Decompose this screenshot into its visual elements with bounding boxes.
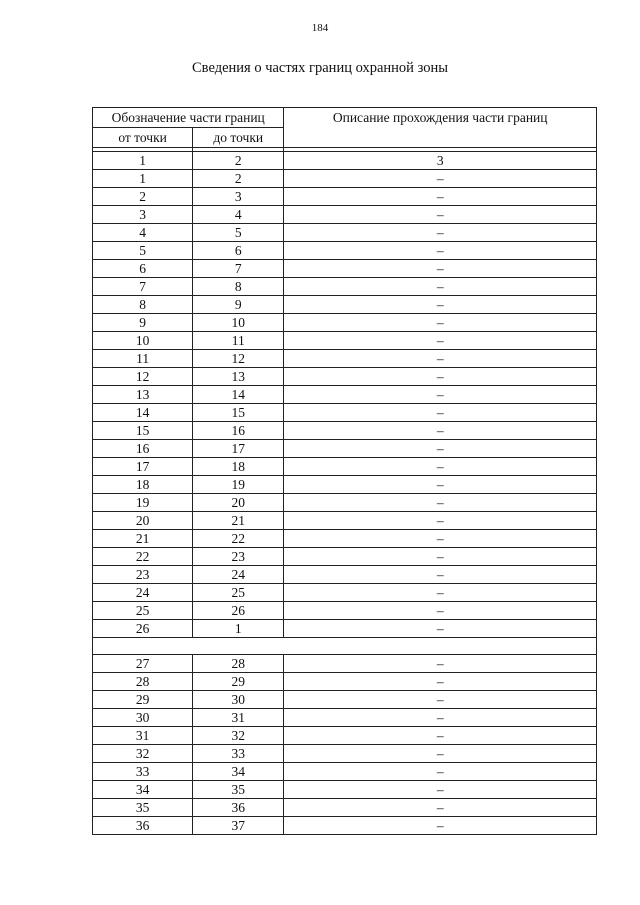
description-cell: – [284,206,597,224]
from-point-cell: 32 [93,745,193,763]
from-point-cell: 34 [93,781,193,799]
header-group-cell: Обозначение части границ [93,108,284,128]
section-spacer-row [93,638,597,655]
from-point-cell: 24 [93,584,193,602]
to-point-cell: 36 [193,799,284,817]
to-point-cell: 34 [193,763,284,781]
to-point-cell: 16 [193,422,284,440]
from-point-cell: 22 [93,548,193,566]
description-cell: – [284,566,597,584]
description-cell: – [284,602,597,620]
table-row [93,170,597,188]
from-point-cell: 3 [93,206,193,224]
table-row [93,314,597,332]
description-cell: – [284,332,597,350]
table-row [93,673,597,691]
from-point-cell: 21 [93,530,193,548]
description-cell: – [284,548,597,566]
description-cell: – [284,512,597,530]
description-cell: – [284,260,597,278]
from-point-cell: 1 [93,170,193,188]
from-point-cell: 18 [93,476,193,494]
table-row [93,476,597,494]
table-row [93,763,597,781]
from-point-cell: 25 [93,602,193,620]
from-point-cell: 28 [93,673,193,691]
to-point-cell: 28 [193,655,284,673]
description-cell: – [284,224,597,242]
from-point-cell: 2 [93,188,193,206]
description-cell: – [284,655,597,673]
from-point-cell: 8 [93,296,193,314]
from-point-cell: 20 [93,512,193,530]
description-cell: – [284,745,597,763]
table-row [93,458,597,476]
header-to-cell: до точки [193,128,284,148]
description-cell: – [284,170,597,188]
description-cell: – [284,386,597,404]
to-point-cell: 5 [193,224,284,242]
to-point-cell: 33 [193,745,284,763]
table-row [93,566,597,584]
from-point-cell: 30 [93,709,193,727]
to-point-cell: 35 [193,781,284,799]
table-row [93,368,597,386]
table-row [93,691,597,709]
table-header-row [93,108,597,128]
to-point-cell: 17 [193,440,284,458]
description-cell: – [284,584,597,602]
to-point-cell: 37 [193,817,284,835]
description-cell: – [284,709,597,727]
to-point-cell: 8 [193,278,284,296]
description-cell: – [284,458,597,476]
from-point-cell: 16 [93,440,193,458]
description-cell: – [284,781,597,799]
from-point-cell: 7 [93,278,193,296]
to-point-cell: 15 [193,404,284,422]
to-point-cell: 11 [193,332,284,350]
description-cell: – [284,799,597,817]
table-row [93,206,597,224]
table-row [93,781,597,799]
to-point-cell: 9 [193,296,284,314]
description-cell: – [284,440,597,458]
table-row [93,422,597,440]
from-point-cell: 15 [93,422,193,440]
description-cell: – [284,817,597,835]
to-point-cell: 19 [193,476,284,494]
table-row [93,260,597,278]
description-cell: – [284,763,597,781]
table-row [93,530,597,548]
description-cell: – [284,314,597,332]
table-row [93,655,597,673]
from-point-cell: 27 [93,655,193,673]
from-point-cell: 23 [93,566,193,584]
description-cell: – [284,350,597,368]
description-cell: – [284,278,597,296]
to-point-cell: 18 [193,458,284,476]
to-point-cell: 29 [193,673,284,691]
description-cell: – [284,691,597,709]
table-row [93,799,597,817]
description-cell: – [284,530,597,548]
description-cell: – [284,620,597,638]
table-row [93,386,597,404]
from-point-cell: 35 [93,799,193,817]
page-title: Сведения о частях границ охранной зоны [192,60,448,76]
from-point-cell: 31 [93,727,193,745]
from-point-cell: 11 [93,350,193,368]
from-point-cell: 29 [93,691,193,709]
table-row [93,296,597,314]
description-cell: – [284,494,597,512]
table-row [93,224,597,242]
to-point-cell: 6 [193,242,284,260]
to-point-cell: 10 [193,314,284,332]
description-cell: – [284,242,597,260]
from-point-cell: 14 [93,404,193,422]
to-point-cell: 13 [193,368,284,386]
from-point-cell: 10 [93,332,193,350]
table-row [93,548,597,566]
table-row [93,440,597,458]
to-point-cell: 21 [193,512,284,530]
to-point-cell: 26 [193,602,284,620]
to-point-cell: 1 [193,620,284,638]
table-row [93,602,597,620]
to-point-cell: 25 [193,584,284,602]
to-point-cell: 22 [193,530,284,548]
from-point-cell: 17 [93,458,193,476]
to-point-cell: 14 [193,386,284,404]
table-row [93,745,597,763]
from-point-cell: 5 [93,242,193,260]
to-point-cell: 32 [193,727,284,745]
table-row [93,332,597,350]
from-point-cell: 19 [93,494,193,512]
from-point-cell: 4 [93,224,193,242]
from-point-cell: 26 [93,620,193,638]
table-row [93,278,597,296]
column-number-cell: 2 [193,152,284,170]
table-row [93,709,597,727]
from-point-cell: 6 [93,260,193,278]
header-description-cell: Описание прохождения части границ [284,108,597,148]
from-point-cell: 12 [93,368,193,386]
description-cell: – [284,422,597,440]
to-point-cell: 3 [193,188,284,206]
to-point-cell: 20 [193,494,284,512]
from-point-cell: 13 [93,386,193,404]
description-cell: – [284,404,597,422]
column-number-cell: 1 [93,152,193,170]
to-point-cell: 4 [193,206,284,224]
description-cell: – [284,368,597,386]
table-row [93,584,597,602]
description-cell: – [284,727,597,745]
to-point-cell: 24 [193,566,284,584]
table-row [93,242,597,260]
from-point-cell: 36 [93,817,193,835]
table-row [93,188,597,206]
table-row [93,494,597,512]
column-number-cell: 3 [284,152,597,170]
table-row [93,620,597,638]
table-row [93,727,597,745]
page-number: 184 [311,22,329,34]
description-cell: – [284,673,597,691]
description-cell: – [284,296,597,314]
table-row [93,404,597,422]
from-point-cell: 9 [93,314,193,332]
to-point-cell: 31 [193,709,284,727]
to-point-cell: 30 [193,691,284,709]
description-cell: – [284,476,597,494]
table-row [93,512,597,530]
to-point-cell: 7 [193,260,284,278]
table-row [93,350,597,368]
header-from-cell: от точки [93,128,193,148]
to-point-cell: 12 [193,350,284,368]
boundary-parts-table [92,107,597,835]
table-row [93,817,597,835]
to-point-cell: 2 [193,170,284,188]
to-point-cell: 23 [193,548,284,566]
from-point-cell: 33 [93,763,193,781]
description-cell: – [284,188,597,206]
column-number-row [93,152,597,170]
